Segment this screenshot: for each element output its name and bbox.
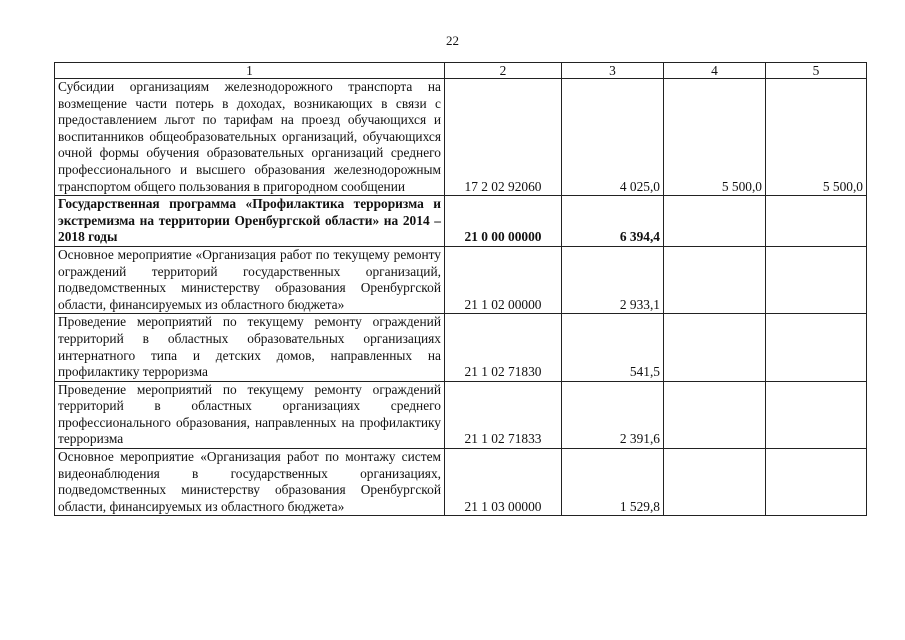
row-description: Субсидии организациям железнодорожного транспорта на возмещение части потерь в доходах, возникающих в связи с предоставлением льгот по тарифам на проезд обучающихся и воспитанников общеобразовательных организаций, обучающихся очной формы обучения образовательных организаций среднего профессионального и высшего образования железнодорожным транспортом общего пользования в пригородном сообщении (55, 79, 445, 196)
row-code: 21 1 03 00000 (445, 449, 562, 516)
table-row (55, 79, 867, 196)
page-number: 22 (446, 33, 459, 48)
row-amount-col3: 541,5 (562, 314, 664, 381)
row-amount-col4 (664, 314, 766, 381)
table-header-row (55, 63, 867, 79)
table-row (55, 246, 867, 313)
row-description: Проведение мероприятий по текущему ремонту ограждений территорий в областных образовательных организациях интернатного типа и детских домов, направленных на профилактику терроризма (55, 314, 445, 381)
row-amount-col3: 4 025,0 (562, 79, 664, 196)
row-amount-col4 (664, 196, 766, 247)
row-code: 21 0 00 00000 (445, 196, 562, 247)
row-amount-col3: 2 933,1 (562, 246, 664, 313)
row-amount-col5 (766, 449, 867, 516)
row-amount-col5 (766, 314, 867, 381)
row-amount-col3: 1 529,8 (562, 449, 664, 516)
column-header-4: 4 (664, 63, 766, 79)
row-amount-col4: 5 500,0 (664, 79, 766, 196)
table-row (55, 196, 867, 247)
row-description: Проведение мероприятий по текущему ремонту ограждений территорий в областных организациях среднего профессионального образования, направленных на профилактику терроризма (55, 381, 445, 448)
column-header-2: 2 (445, 63, 562, 79)
column-header-1: 1 (55, 63, 445, 79)
table-row (55, 314, 867, 381)
row-amount-col3: 6 394,4 (562, 196, 664, 247)
table-row (55, 381, 867, 448)
row-amount-col4 (664, 246, 766, 313)
row-description: Государственная программа «Профилактика терроризма и экстремизма на территории Оренбургской области» на 2014 – 2018 годы (55, 196, 445, 247)
row-amount-col5 (766, 246, 867, 313)
row-description: Основное мероприятие «Организация работ по монтажу систем видеонаблюдения в государственных организациях, подведомственных министерству образования Оренбургской области, финансируемых из областного бюджета» (55, 449, 445, 516)
budget-table (54, 62, 867, 516)
row-amount-col4 (664, 381, 766, 448)
row-amount-col5: 5 500,0 (766, 79, 867, 196)
row-code: 17 2 02 92060 (445, 79, 562, 196)
row-amount-col4 (664, 449, 766, 516)
row-code: 21 1 02 71830 (445, 314, 562, 381)
row-amount-col5 (766, 381, 867, 448)
row-code: 21 1 02 00000 (445, 246, 562, 313)
row-amount-col3: 2 391,6 (562, 381, 664, 448)
row-amount-col5 (766, 196, 867, 247)
table-row (55, 449, 867, 516)
row-code: 21 1 02 71833 (445, 381, 562, 448)
column-header-3: 3 (562, 63, 664, 79)
row-description: Основное мероприятие «Организация работ по текущему ремонту ограждений территорий государственных организаций, подведомственных министерству образования Оренбургской области, финансируемых из областного бюджета» (55, 246, 445, 313)
column-header-5: 5 (766, 63, 867, 79)
